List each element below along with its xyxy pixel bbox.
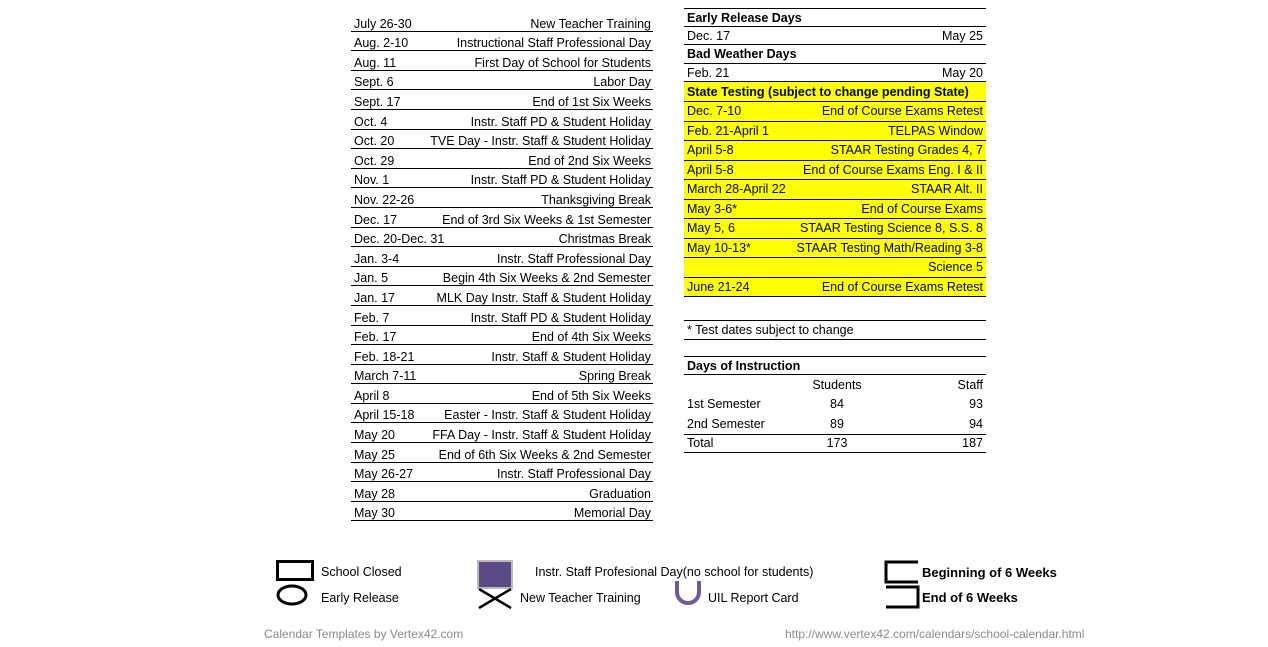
early-release-right: May 25 bbox=[942, 29, 983, 43]
instruction-header-row bbox=[684, 375, 986, 395]
event-name: End of 6th Six Weeks & 2nd Semester bbox=[438, 447, 651, 462]
instruction-header-students: Students bbox=[812, 377, 862, 392]
event-row bbox=[351, 247, 653, 267]
instruction-row bbox=[684, 395, 986, 415]
instruction-staff: 93 bbox=[969, 397, 983, 412]
state-testing-event: End of Course Exams bbox=[861, 201, 983, 216]
instruction-students: 84 bbox=[830, 397, 844, 412]
state-testing-rows bbox=[684, 102, 986, 297]
legend-staff-pd: Instr. Staff Profesional Day(no school for students) bbox=[535, 565, 814, 579]
event-name: Easter - Instr. Staff & Student Holiday bbox=[444, 408, 651, 423]
state-testing-row bbox=[684, 102, 986, 122]
event-date: Feb. 18-21 bbox=[354, 349, 415, 364]
state-testing-date: May 5, 6 bbox=[687, 221, 735, 236]
begin-six-weeks-icon bbox=[884, 560, 920, 586]
event-name: Thanksgiving Break bbox=[541, 192, 651, 207]
instruction-students: 173 bbox=[826, 436, 848, 451]
event-name: Begin 4th Six Weeks & 2nd Semester bbox=[442, 271, 651, 286]
instruction-label: 2nd Semester bbox=[687, 416, 765, 431]
event-name: End of 2nd Six Weeks bbox=[528, 153, 651, 168]
legend-school-closed: School Closed bbox=[321, 565, 402, 579]
state-testing-event: STAAR Testing Science 8, S.S. 8 bbox=[800, 221, 983, 236]
state-testing-event: End of Course Exams Retest bbox=[821, 104, 983, 119]
event-date: May 25 bbox=[354, 447, 395, 462]
days-of-instruction bbox=[684, 356, 986, 453]
event-name: Instr. Staff PD & Student Holiday bbox=[470, 173, 651, 188]
bad-weather-row bbox=[684, 63, 986, 82]
event-date: Jan. 5 bbox=[354, 271, 389, 286]
event-date: Sept. 6 bbox=[354, 75, 394, 90]
event-row bbox=[351, 90, 653, 110]
instruction-students: 89 bbox=[830, 416, 844, 431]
school-closed-icon bbox=[276, 560, 316, 584]
event-row bbox=[351, 404, 653, 424]
state-testing-row bbox=[684, 161, 986, 181]
new-teacher-icon bbox=[477, 588, 515, 610]
event-date: Oct. 20 bbox=[354, 134, 395, 149]
state-testing-event: Science 5 bbox=[928, 260, 983, 275]
end-six-weeks-icon bbox=[884, 585, 920, 611]
state-testing-date: June 21-24 bbox=[687, 279, 750, 294]
event-name: Instr. Staff Professional Day bbox=[496, 467, 651, 482]
state-testing-row bbox=[684, 258, 986, 278]
state-testing-event: STAAR Alt. II bbox=[910, 182, 983, 197]
state-testing-event: TELPAS Window bbox=[888, 123, 983, 138]
event-name: End of 3rd Six Weeks & 1st Semester bbox=[442, 212, 651, 227]
event-row bbox=[351, 208, 653, 228]
state-testing-event: STAAR Testing Math/Reading 3-8 bbox=[796, 240, 983, 255]
state-testing-row bbox=[684, 180, 986, 200]
right-column bbox=[684, 8, 986, 297]
state-testing-date: Dec. 7-10 bbox=[687, 104, 742, 119]
uil-report-icon bbox=[673, 578, 703, 608]
event-name: End of 4th Six Weeks bbox=[531, 330, 651, 345]
event-date: Jan. 17 bbox=[354, 290, 396, 305]
event-date: May 20 bbox=[354, 428, 395, 443]
instruction-total-row bbox=[684, 434, 986, 454]
event-date: Nov. 22-26 bbox=[354, 192, 415, 207]
event-date: May 28 bbox=[354, 486, 395, 501]
event-date: May 30 bbox=[354, 506, 395, 521]
early-release-left: Dec. 17 bbox=[687, 29, 731, 43]
event-row bbox=[351, 384, 653, 404]
state-testing-date: May 10-13* bbox=[687, 240, 751, 255]
state-testing-date: May 3-6* bbox=[687, 201, 738, 216]
event-date: Oct. 4 bbox=[354, 114, 388, 129]
event-row bbox=[351, 443, 653, 463]
state-testing-row bbox=[684, 278, 986, 298]
event-name: End of 5th Six Weeks bbox=[531, 388, 651, 403]
event-row bbox=[351, 267, 653, 287]
event-date: Sept. 17 bbox=[354, 94, 401, 109]
event-name: Spring Break bbox=[578, 369, 651, 384]
event-row bbox=[351, 32, 653, 52]
early-release-title: Early Release Days bbox=[684, 8, 986, 26]
event-date: April 8 bbox=[354, 388, 390, 403]
event-row bbox=[351, 169, 653, 189]
event-row bbox=[351, 365, 653, 385]
early-release-icon bbox=[276, 584, 310, 608]
event-name: Labor Day bbox=[593, 75, 651, 90]
event-date: March 7-11 bbox=[354, 369, 417, 384]
event-row bbox=[351, 71, 653, 91]
event-name: TVE Day - Instr. Staff & Student Holiday bbox=[430, 134, 651, 149]
state-testing-title: State Testing (subject to change pending State) bbox=[684, 82, 986, 102]
event-date: May 26-27 bbox=[354, 467, 414, 482]
instruction-staff: 94 bbox=[969, 416, 983, 431]
instruction-title: Days of Instruction bbox=[684, 356, 986, 375]
event-row bbox=[351, 188, 653, 208]
footer-right-url[interactable]: http://www.vertex42.com/calendars/school-calendar.html bbox=[785, 627, 1085, 641]
event-name: Instr. Staff PD & Student Holiday bbox=[470, 114, 651, 129]
event-date: July 26-30 bbox=[354, 16, 412, 31]
state-testing-row bbox=[684, 239, 986, 259]
instruction-label: Total bbox=[687, 436, 714, 451]
state-testing-row bbox=[684, 219, 986, 239]
event-row bbox=[351, 482, 653, 502]
legend-new-teacher: New Teacher Training bbox=[520, 591, 641, 605]
legend-early-release: Early Release bbox=[321, 591, 399, 605]
event-row bbox=[351, 130, 653, 150]
legend-uil: UIL Report Card bbox=[708, 591, 799, 605]
event-row bbox=[351, 51, 653, 71]
event-row bbox=[351, 110, 653, 130]
event-name: Instr. Staff & Student Holiday bbox=[491, 349, 651, 364]
event-row bbox=[351, 12, 653, 32]
event-date: Aug. 11 bbox=[354, 55, 397, 70]
legend-end-six-weeks: End of 6 Weeks bbox=[922, 590, 1018, 605]
state-testing-date: April 5-8 bbox=[687, 143, 734, 158]
bad-weather-title: Bad Weather Days bbox=[687, 47, 797, 61]
event-row bbox=[351, 149, 653, 169]
state-testing-date: Feb. 21-April 1 bbox=[687, 123, 769, 138]
state-testing-row bbox=[684, 122, 986, 142]
event-name: First Day of School for Students bbox=[474, 55, 651, 70]
instruction-row bbox=[684, 414, 986, 434]
event-name: Instr. Staff Professional Day bbox=[496, 251, 651, 266]
event-name: MLK Day Instr. Staff & Student Holiday bbox=[436, 290, 651, 305]
event-name: FFA Day - Instr. Staff & Student Holiday bbox=[432, 428, 651, 443]
event-name: Christmas Break bbox=[558, 232, 651, 247]
event-name: Graduation bbox=[589, 486, 651, 501]
instruction-staff: 187 bbox=[962, 436, 983, 451]
staff-pd-icon bbox=[477, 560, 515, 590]
bad-weather-right: May 20 bbox=[942, 66, 983, 80]
state-testing-block bbox=[684, 82, 986, 297]
state-testing-event: STAAR Testing Grades 4, 7 bbox=[830, 143, 983, 158]
event-row bbox=[351, 326, 653, 346]
event-date: Nov. 1 bbox=[354, 173, 390, 188]
event-date: April 15-18 bbox=[354, 408, 415, 423]
event-row bbox=[351, 502, 653, 522]
bad-weather-left: Feb. 21 bbox=[687, 66, 730, 80]
event-date: Aug. 2-10 bbox=[354, 36, 409, 51]
instruction-header-staff: Staff bbox=[957, 377, 983, 392]
event-row bbox=[351, 306, 653, 326]
event-row bbox=[351, 286, 653, 306]
instruction-label: 1st Semester bbox=[687, 397, 761, 412]
event-row bbox=[351, 463, 653, 483]
event-date: Feb. 7 bbox=[354, 310, 390, 325]
footer-left: Calendar Templates by Vertex42.com bbox=[264, 627, 464, 641]
event-row bbox=[351, 423, 653, 443]
state-testing-date: April 5-8 bbox=[687, 162, 734, 177]
event-date: Dec. 20-Dec. 31 bbox=[354, 232, 445, 247]
event-row bbox=[351, 228, 653, 248]
early-release-row bbox=[684, 26, 986, 45]
event-name: New Teacher Training bbox=[530, 16, 651, 31]
state-testing-date: March 28-April 22 bbox=[687, 182, 786, 197]
legend-begin-six-weeks: Beginning of 6 Weeks bbox=[922, 565, 1057, 580]
state-testing-event: End of Course Exams Eng. I & II bbox=[803, 162, 983, 177]
state-testing-row bbox=[684, 200, 986, 220]
event-name: Instr. Staff PD & Student Holiday bbox=[470, 310, 651, 325]
events-list bbox=[351, 12, 653, 521]
event-date: Oct. 29 bbox=[354, 153, 395, 168]
event-row bbox=[351, 345, 653, 365]
event-name: Memorial Day bbox=[573, 506, 651, 521]
event-name: Instructional Staff Professional Day bbox=[456, 36, 651, 51]
event-date: Feb. 17 bbox=[354, 330, 397, 345]
test-dates-note: * Test dates subject to change bbox=[684, 320, 986, 340]
event-date: Jan. 3-4 bbox=[354, 251, 400, 266]
event-name: End of 1st Six Weeks bbox=[532, 94, 651, 109]
state-testing-row bbox=[684, 141, 986, 161]
event-date: Dec. 17 bbox=[354, 212, 398, 227]
state-testing-event: End of Course Exams Retest bbox=[821, 279, 983, 294]
